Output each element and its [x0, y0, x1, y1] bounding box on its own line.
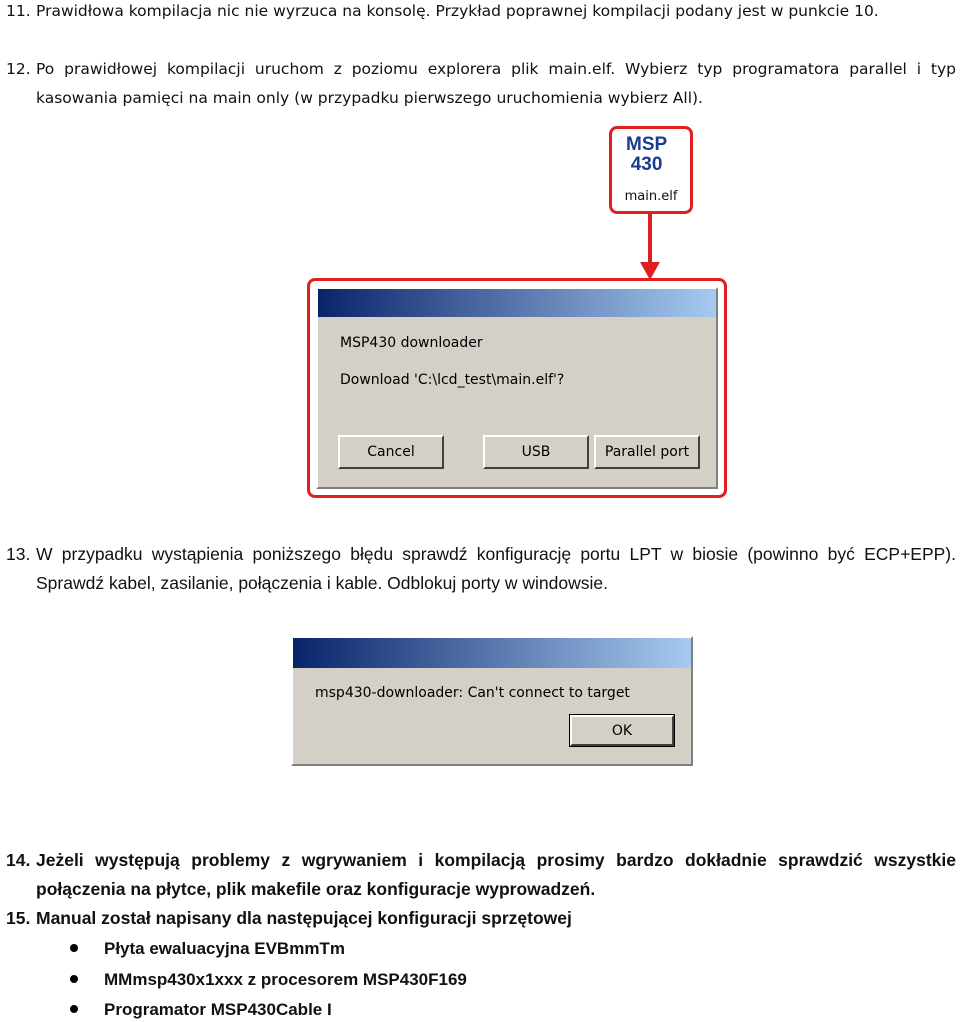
item-11	[6, 0, 956, 26]
item-15	[6, 904, 956, 933]
item-number: 14.	[6, 850, 31, 870]
bullet-icon	[70, 1005, 78, 1013]
item-text: W przypadku wystąpienia poniższego błędu sprawdź konfigurację portu LPT w biosie (powinno być ECP+EPP). Sprawdź kabel, zasilanie, połączenia i kable. Odblokuj porty w windowsie.	[36, 544, 956, 593]
item-number: 11.	[6, 2, 31, 20]
file-name-label: main.elf	[624, 189, 678, 204]
dialog-title-text: MSP430 downloader	[340, 335, 483, 351]
bullet-icon	[70, 944, 78, 952]
item-number: 15.	[6, 908, 31, 928]
logo-line-2: 430	[630, 154, 663, 175]
item-13	[6, 540, 956, 598]
usb-button[interactable]: USB	[483, 435, 589, 469]
bullet-item	[70, 937, 345, 961]
logo-line-1: MSP	[626, 134, 668, 155]
bullet-text: Płyta ewaluacyjna EVBmmTm	[104, 939, 345, 958]
bullet-item	[70, 998, 332, 1022]
error-dialog	[291, 636, 693, 766]
item-number: 12.	[6, 60, 31, 78]
msp430-logo	[626, 135, 667, 175]
dialog-titlebar	[293, 638, 691, 668]
bullet-icon	[70, 975, 78, 983]
item-14	[6, 846, 956, 904]
dialog-titlebar	[318, 289, 716, 317]
item-text: Prawidłowa kompilacja nic nie wyrzuca na konsolę. Przykład poprawnej kompilacji podany jest w punkcie 10.	[36, 2, 879, 20]
parallel-port-button[interactable]: Parallel port	[594, 435, 700, 469]
cancel-button[interactable]: Cancel	[338, 435, 444, 469]
item-12	[6, 55, 956, 113]
bullet-item	[70, 968, 467, 992]
ok-button[interactable]: OK	[570, 715, 674, 746]
item-number: 13.	[6, 544, 31, 564]
item-text: Po prawidłowej kompilacji uruchom z poziomu explorera plik main.elf. Wybierz typ programatora parallel i typ kasowania pamięci na main only (w przypadku pierwszego uruchomienia wybierz All).	[36, 60, 956, 107]
bullet-text: Programator MSP430Cable I	[104, 1000, 332, 1019]
arrow-shaft	[648, 214, 652, 266]
error-message: msp430-downloader: Can't connect to target	[315, 685, 630, 701]
downloader-dialog	[316, 287, 718, 489]
item-text: Manual został napisany dla następującej konfiguracji sprzętowej	[36, 908, 572, 928]
dialog-message: Download 'C:\lcd_test\main.elf'?	[340, 372, 565, 388]
main-elf-file-icon[interactable]	[609, 126, 693, 214]
bullet-text: MMmsp430x1xxx z procesorem MSP430F169	[104, 970, 467, 989]
item-text: Jeżeli występują problemy z wgrywaniem i kompilacją prosimy bardzo dokładnie sprawdzić wszystkie połączenia na płytce, plik makefile oraz konfiguracje wyprowadzeń.	[36, 850, 956, 899]
